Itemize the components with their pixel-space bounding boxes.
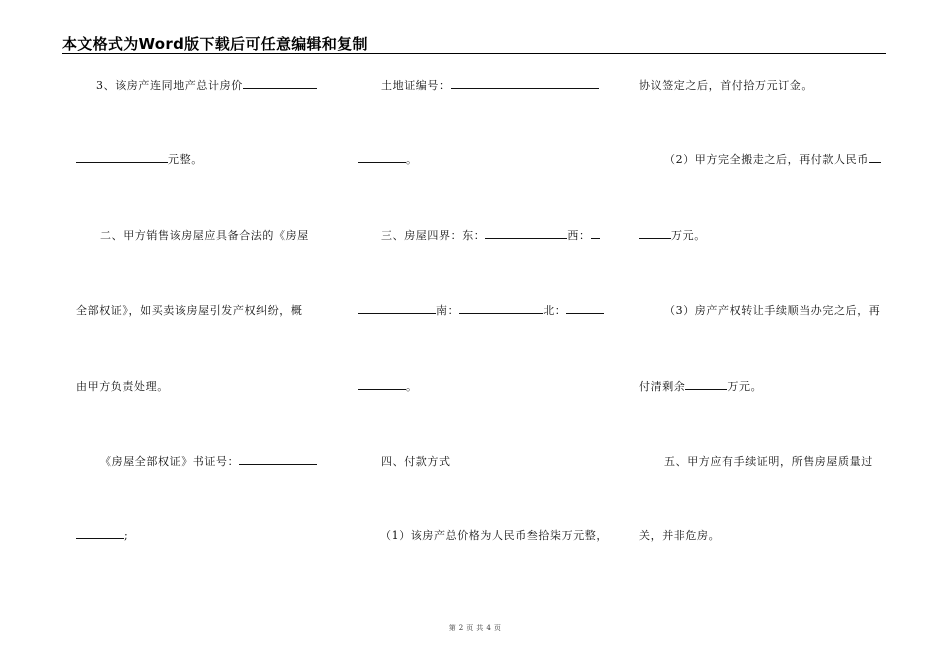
right-line-1 <box>639 79 813 93</box>
document-header-title: 本文格式为Word版下载后可任意编辑和复制 <box>62 35 368 53</box>
right-line-4 <box>664 304 880 318</box>
left-text-6: 《房屋全部权证》书证号： <box>100 455 240 468</box>
left-line-5 <box>76 380 169 394</box>
right-text-5a: 付清剩余 <box>639 380 686 393</box>
middle-line-6 <box>381 455 451 469</box>
middle-line-3 <box>381 229 600 243</box>
middle-line-5 <box>358 380 418 394</box>
south-boundary-blank[interactable] <box>459 304 543 314</box>
land-certificate-blank[interactable] <box>451 79 599 89</box>
remaining-payment-blank[interactable] <box>685 380 727 390</box>
middle-text-6: 四、付款方式 <box>381 455 451 468</box>
page-number-footer: 第 2 页 共 4 页 <box>448 624 502 632</box>
left-text-1: 3、该房产连同地产总计房价 <box>96 79 243 92</box>
price-amount-blank[interactable] <box>76 153 168 163</box>
payment-after-move-blank-2[interactable] <box>639 229 671 239</box>
right-text-2: （2）甲方完全搬走之后，再付款人民币 <box>664 153 869 166</box>
land-certificate-blank-2[interactable] <box>358 153 406 163</box>
left-line-7 <box>76 529 128 543</box>
right-line-2 <box>664 153 881 167</box>
middle-text-5: 。 <box>406 380 418 393</box>
middle-text-3b: 西： <box>567 229 591 242</box>
right-text-5b: 万元。 <box>727 380 763 393</box>
right-text-6: 五、甲方应有手续证明，所售房屋质量过 <box>664 455 873 468</box>
middle-text-7: （1）该房产总价格为人民币叁拾柒万元整， <box>380 529 608 542</box>
middle-line-1 <box>381 79 599 93</box>
header-rule <box>62 53 886 54</box>
left-text-2: 元整。 <box>168 153 203 166</box>
right-line-7 <box>639 529 720 543</box>
middle-line-4 <box>358 304 604 318</box>
middle-text-3a: 三、房屋四界：东： <box>381 229 486 242</box>
middle-text-4b: 北： <box>543 304 567 317</box>
north-boundary-blank-2[interactable] <box>358 380 406 390</box>
payment-after-move-blank[interactable] <box>869 153 881 163</box>
left-line-6 <box>100 455 317 469</box>
left-line-4 <box>76 304 303 318</box>
west-boundary-blank-2[interactable] <box>358 304 436 314</box>
right-text-4: （3）房产产权转让手续顺当办完之后，再 <box>664 304 881 317</box>
right-line-5 <box>639 380 762 394</box>
right-line-6 <box>664 455 873 469</box>
certificate-number-blank[interactable] <box>239 455 317 465</box>
right-text-7: 关，并非危房。 <box>639 529 721 542</box>
middle-text-2: 。 <box>406 153 418 166</box>
certificate-number-blank-2[interactable] <box>76 529 124 539</box>
middle-text-4a: 南： <box>436 304 460 317</box>
left-text-3: 二、甲方销售该房屋应具备合法的《房屋 <box>100 229 309 242</box>
west-boundary-blank[interactable] <box>591 229 600 239</box>
left-text-7: ; <box>124 529 129 542</box>
right-text-3: 万元。 <box>671 229 706 242</box>
left-line-1 <box>96 79 317 93</box>
right-line-3 <box>639 229 706 243</box>
left-line-2 <box>76 153 203 167</box>
middle-text-1: 土地证编号： <box>381 79 451 92</box>
price-blank[interactable] <box>243 79 317 89</box>
middle-line-7 <box>380 529 608 543</box>
north-boundary-blank[interactable] <box>566 304 604 314</box>
east-boundary-blank[interactable] <box>485 229 567 239</box>
right-text-1: 协议签定之后，首付拾万元订金。 <box>639 79 813 92</box>
middle-line-2 <box>358 153 418 167</box>
left-text-4: 全部权证》，如买卖该房屋引发产权纠纷，概 <box>76 304 303 317</box>
left-line-3 <box>100 229 309 243</box>
left-text-5: 由甲方负责处理。 <box>76 380 169 393</box>
